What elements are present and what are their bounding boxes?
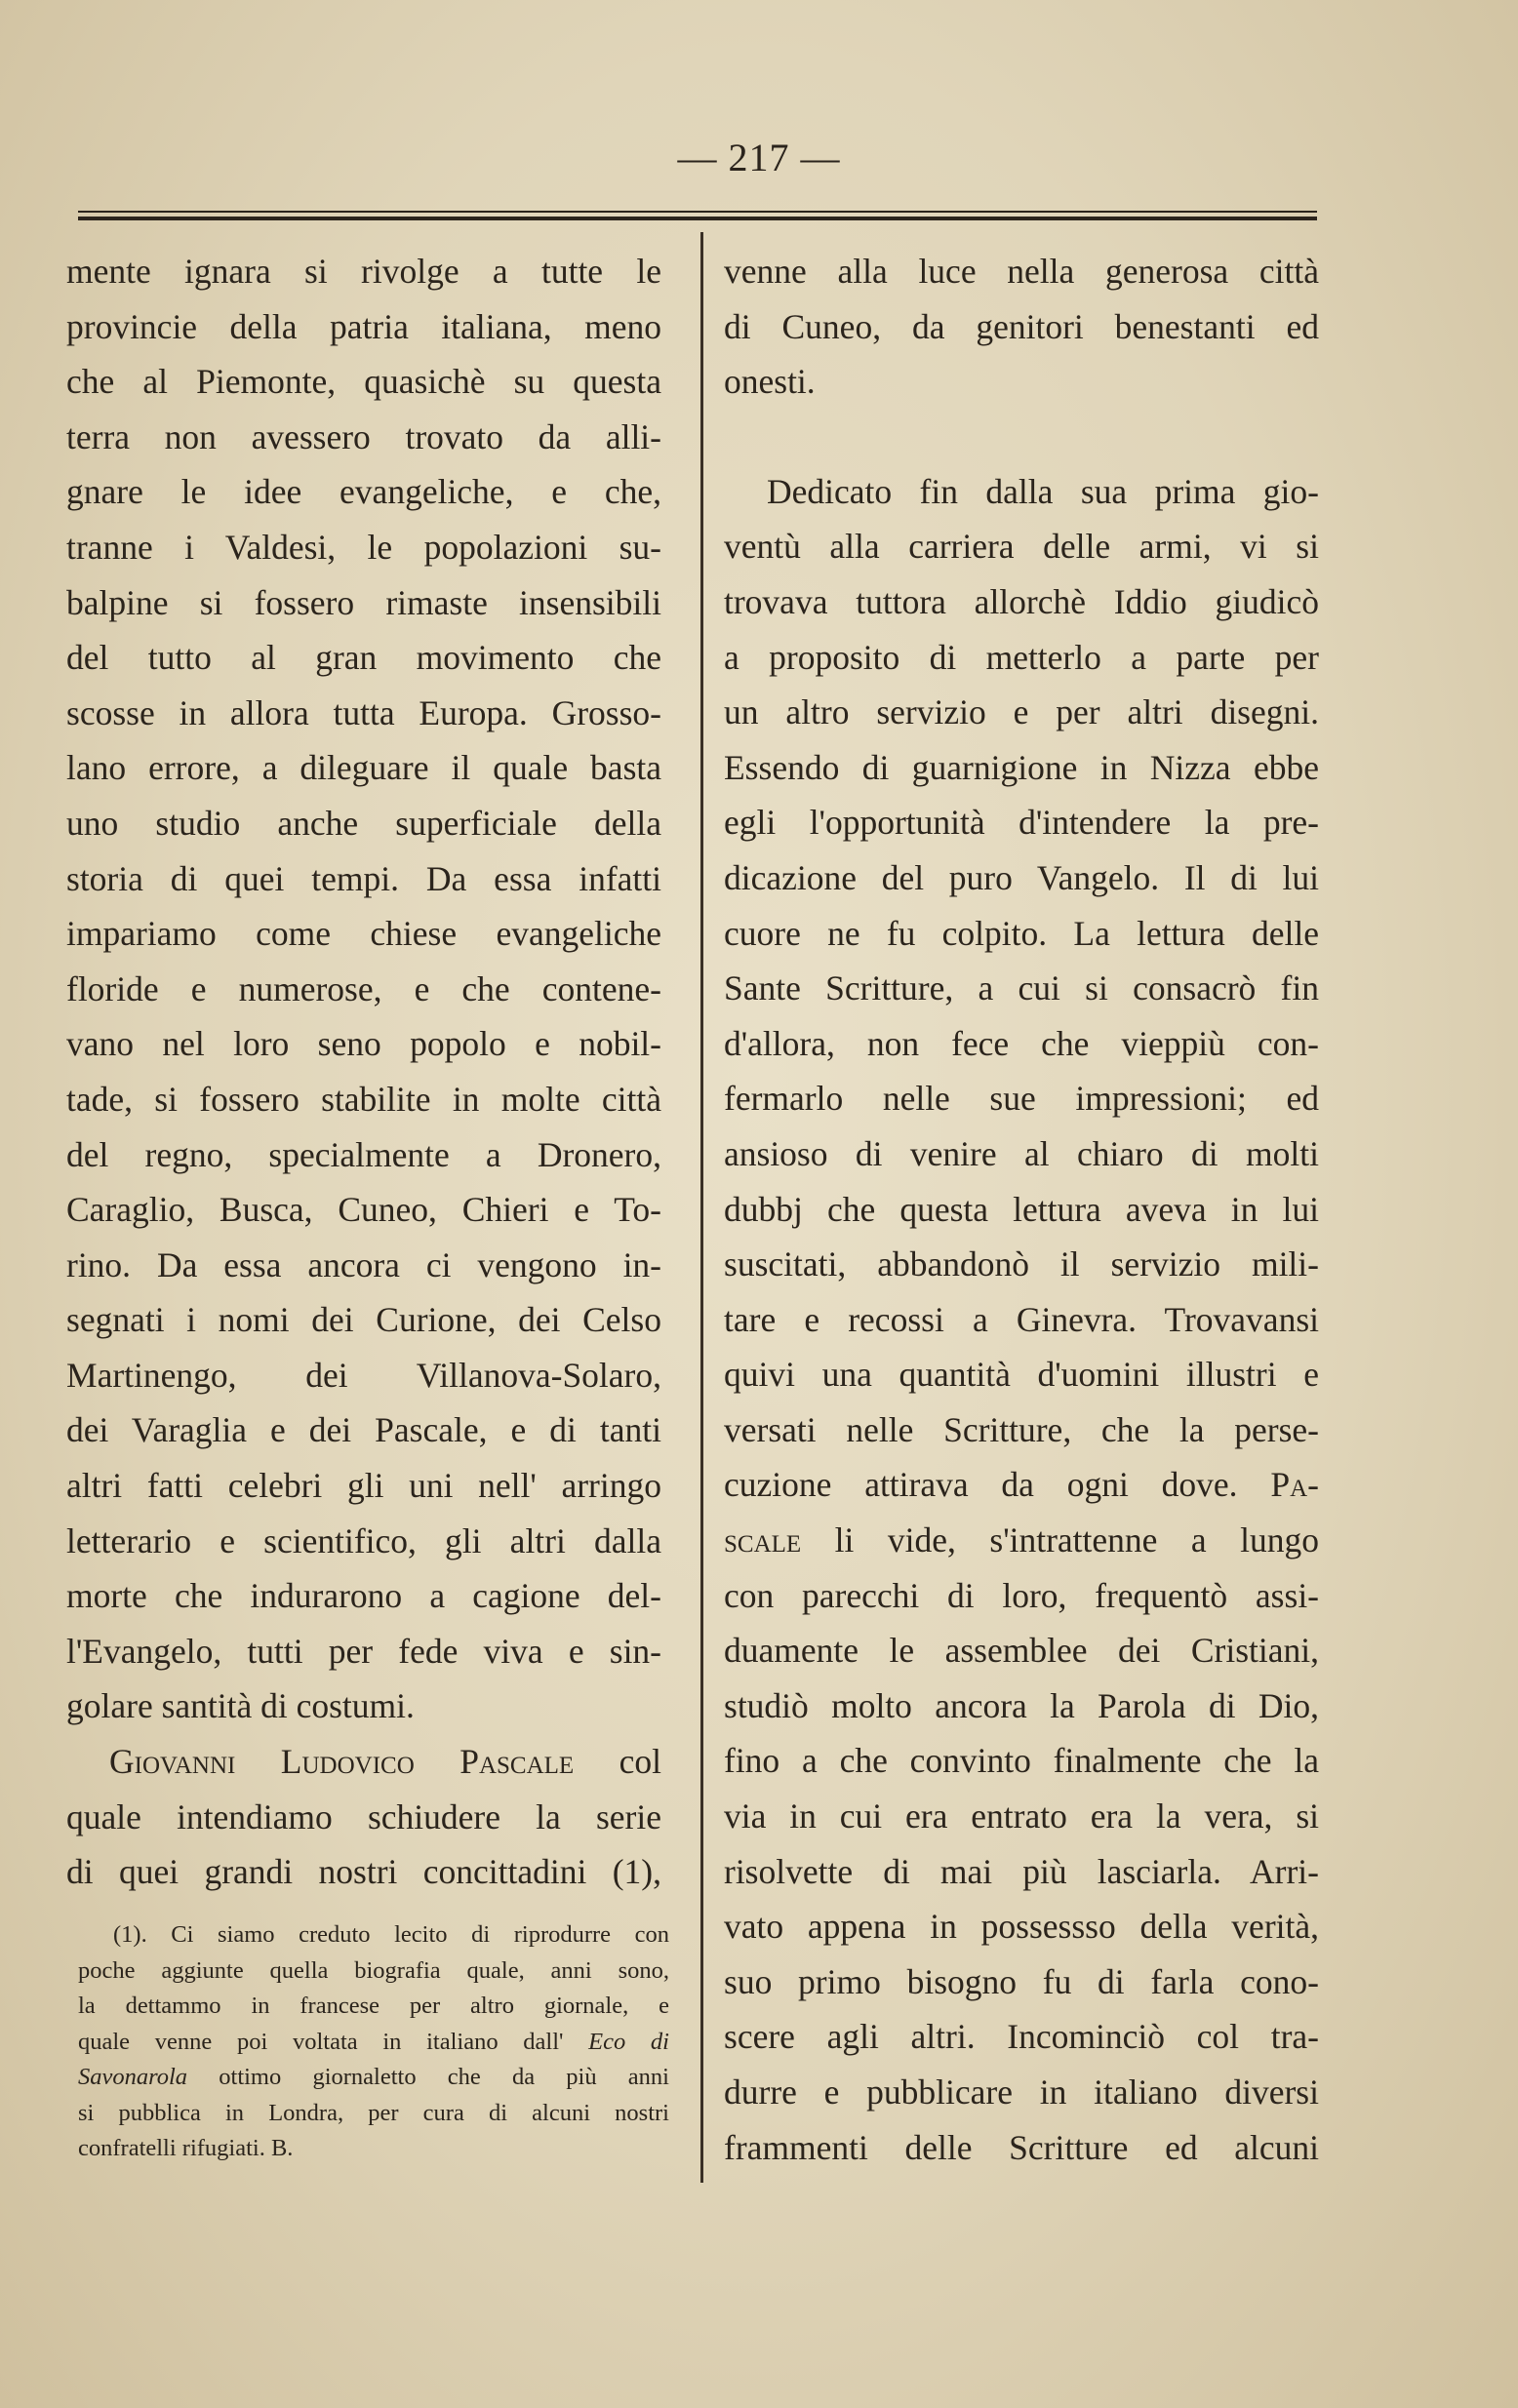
text-line: golare santità di costumi.: [66, 1686, 415, 1726]
text-line: risolvette di mai più lasciarla. Arri-: [724, 1851, 1319, 1891]
text-line: mente ignara si rivolge a tutte le: [66, 252, 661, 291]
text-line: terra non avessero trovato da alli-: [66, 416, 661, 456]
text-line: rino. Da essa ancora ci vengono in-: [66, 1244, 661, 1284]
text-line: dicazione del puro Vangelo. Il di lui: [724, 857, 1319, 897]
text-line: venne alla luce nella generosa città: [724, 252, 1319, 291]
text-line: vato appena in possessso della verità,: [724, 1907, 1319, 1947]
text-line: segnati i nomi dei Curione, dei Celso: [66, 1300, 661, 1340]
text-line: fino a che convinto finalmente che la: [724, 1741, 1319, 1781]
text-line: frammenti delle Scritture ed alcuni: [724, 2127, 1319, 2167]
text-line: l'Evangelo, tutti per fede viva e sin-: [66, 1631, 661, 1671]
text-line: provincie della patria italiana, meno: [66, 306, 661, 346]
footnote-line: si pubblica in Londra, per cura di alcuni nostri: [78, 2099, 669, 2126]
text-line: ventù alla carriera delle armi, vi si: [724, 527, 1319, 567]
text-line: scere agli altri. Incominciò col tra-: [724, 2017, 1319, 2057]
text-line: tare e recossi a Ginevra. Trovavansi: [724, 1299, 1319, 1339]
text-line: impariamo come chiese evangeliche: [66, 914, 661, 954]
text-line: [724, 1457, 1319, 1513]
text-fragment: cuzione attirava da ogni dove.: [724, 1465, 1238, 1505]
text-line: trovava tuttora allorchè Iddio giudicò: [724, 581, 1319, 621]
text-fragment: col: [574, 1742, 661, 1782]
header-rule-thick: [78, 217, 1317, 220]
text-line: suo primo bisogno fu di farla cono-: [724, 1961, 1319, 2001]
text-line: letterario e scientifico, gli altri dalla: [66, 1520, 661, 1560]
footnote-line: confratelli rifugiati. B.: [78, 2135, 294, 2161]
footnote-line: (1). Ci siamo creduto lecito di riprodurre con: [113, 1921, 669, 1948]
text-line: scosse in allora tutta Europa. Grosso-: [66, 692, 661, 732]
footnote-line: [78, 2025, 669, 2061]
footnote-line: poche aggiunte quella biografia quale, anni sono,: [78, 1956, 669, 1984]
text-line: d'allora, non fece che vieppiù con-: [724, 1023, 1319, 1063]
text-line: dubbj che questa lettura aveva in lui: [724, 1189, 1319, 1229]
right-column: [724, 244, 1319, 2175]
text-line: Caraglio, Busca, Cuneo, Chieri e To-: [66, 1190, 661, 1230]
text-line: tranne i Valdesi, le popolazioni su-: [66, 527, 661, 567]
text-line: gnare le idee evangeliche, e che,: [66, 472, 661, 512]
text-line: un altro servizio e per altri disegni.: [724, 692, 1319, 732]
text-line: quale intendiamo schiudere la serie: [66, 1796, 661, 1836]
text-line: storia di quei tempi. Da essa infatti: [66, 858, 661, 898]
text-line: ansioso di venire al chiaro di molti: [724, 1133, 1319, 1173]
text-line: tade, si fossero stabilite in molte città: [66, 1079, 661, 1119]
text-line: con parecchi di loro, frequentò assi-: [724, 1575, 1319, 1615]
text-line: uno studio anche superficiale della: [66, 803, 661, 843]
text-line: fermarlo nelle sue impressioni; ed: [724, 1079, 1319, 1119]
person-name: Giovanni Ludovico Pascale: [109, 1742, 575, 1782]
text-line: vano nel loro seno popolo e nobil-: [66, 1024, 661, 1064]
periodical-title: Savonarola: [78, 2064, 188, 2090]
text-line: Martinengo, dei Villanova-Solaro,: [66, 1355, 661, 1395]
person-name: scale: [724, 1520, 802, 1560]
text-line: del tutto al gran movimento che: [66, 638, 661, 678]
page-number: — 217 —: [677, 136, 841, 179]
text-line: balpine si fossero rimaste insensibili: [66, 582, 661, 622]
footnote: [78, 1917, 669, 2167]
text-line: versati nelle Scritture, che la perse-: [724, 1409, 1319, 1449]
text-line: via in cui era entrato era la vera, si: [724, 1796, 1319, 1836]
footnote-line: la dettammo in francese per altro giornale, e: [78, 1993, 669, 2019]
header-rule-thin: [78, 211, 1317, 213]
text-line: di quei grandi nostri concittadini (1),: [66, 1852, 661, 1892]
text-line: che al Piemonte, quasichè su questa: [66, 362, 661, 402]
text-line: Sante Scritture, a cui si consacrò fin: [724, 968, 1319, 1008]
footnote-line: [78, 2060, 669, 2096]
text-line: duamente le assemblee dei Cristiani,: [724, 1631, 1319, 1671]
text-line: suscitati, abbandonò il servizio mili-: [724, 1244, 1319, 1284]
text-line: del regno, specialmente a Dronero,: [66, 1134, 661, 1174]
column-divider: [700, 232, 703, 2183]
text-line: durre e pubblicare in italiano diversi: [724, 2072, 1319, 2112]
periodical-title: Eco di: [588, 2028, 669, 2055]
text-line: di Cuneo, da genitori benestanti ed: [724, 306, 1319, 346]
text-line: Dedicato fin dalla sua prima gio-: [767, 471, 1319, 511]
text-line: [66, 1734, 661, 1790]
text-line: egli l'opportunità d'intendere la pre-: [724, 803, 1319, 843]
text-line: dei Varaglia e dei Pascale, e di tanti: [66, 1410, 661, 1450]
text-line: studiò molto ancora la Parola di Dio,: [724, 1685, 1319, 1725]
left-column: [66, 244, 661, 1900]
text-line: morte che indurarono a cagione del-: [66, 1576, 661, 1616]
person-name: Pa-: [1270, 1465, 1319, 1505]
text-fragment: ottimo giornaletto che da più anni: [187, 2064, 669, 2090]
paragraph-gap: [724, 410, 1319, 464]
text-fragment: li vide, s'intrattenne a lungo: [801, 1520, 1319, 1560]
text-line: cuore ne fu colpito. La lettura delle: [724, 913, 1319, 953]
text-line: onesti.: [724, 362, 816, 402]
text-line: quivi una quantità d'uomini illustri e: [724, 1355, 1319, 1395]
text-line: Essendo di guarnigione in Nizza ebbe: [724, 747, 1319, 787]
text-line: lano errore, a dileguare il quale basta: [66, 748, 661, 788]
text-fragment: quale venne poi voltata in italiano dall': [78, 2028, 564, 2055]
text-line: a proposito di metterlo a parte per: [724, 637, 1319, 677]
text-line: [724, 1513, 1319, 1568]
text-line: floride e numerose, e che contene-: [66, 968, 661, 1008]
text-line: altri fatti celebri gli uni nell' arringo: [66, 1466, 661, 1506]
